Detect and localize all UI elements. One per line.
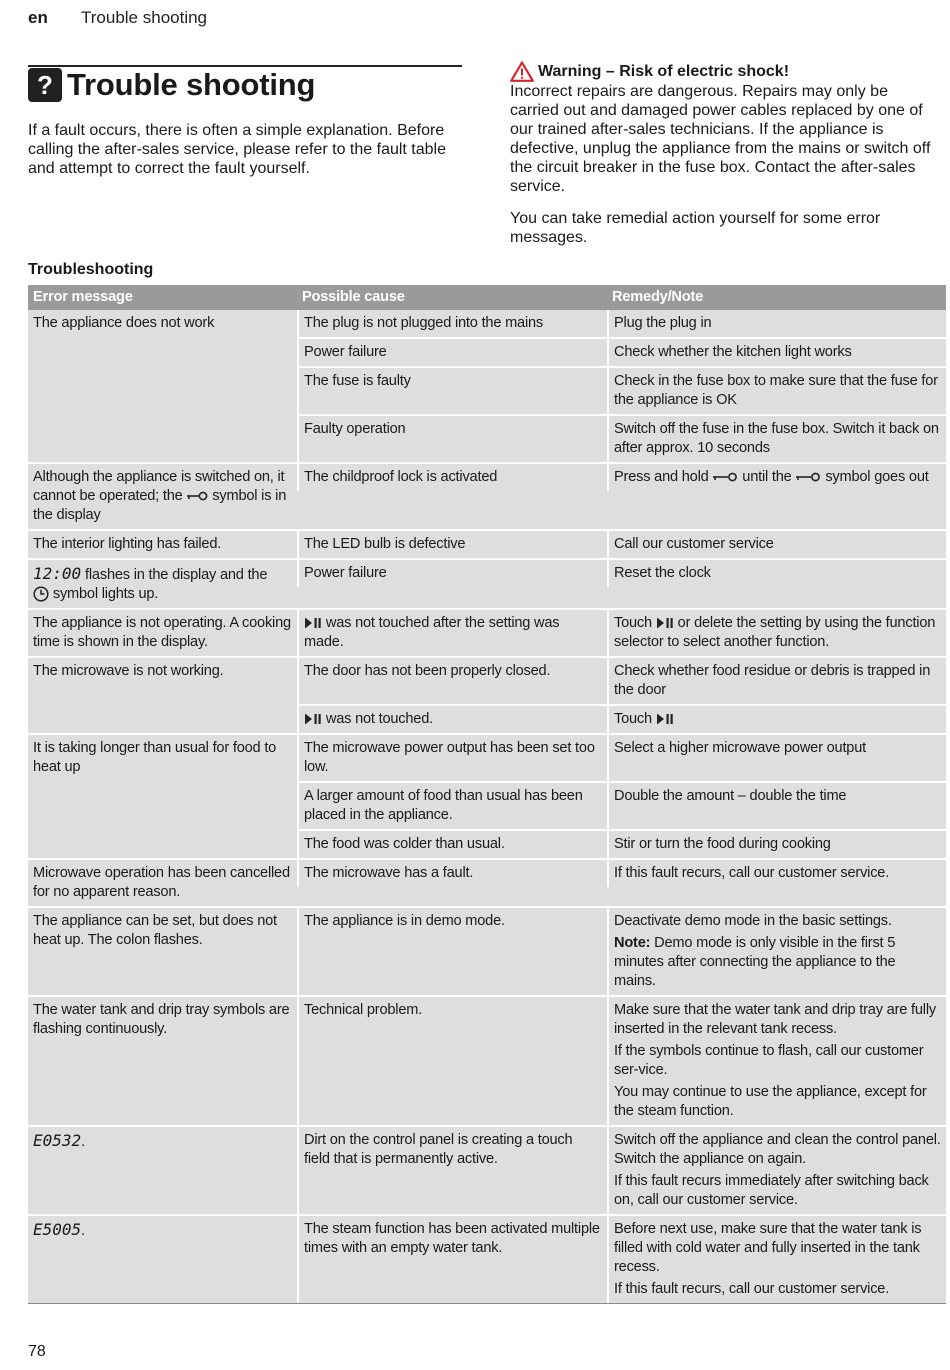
table-row xyxy=(28,560,946,610)
remedy-note xyxy=(614,934,941,991)
cause-row xyxy=(297,368,946,416)
header-remedy-note: Remedy/Note xyxy=(612,289,704,305)
possible-cause: Power failure xyxy=(297,339,607,366)
possible-cause: Power failure xyxy=(297,560,607,587)
possible-cause: A larger amount of food than usual has been placed in the appliance. xyxy=(297,783,607,829)
remedy-text: symbol goes out xyxy=(825,469,929,485)
header-possible-cause: Possible cause xyxy=(302,289,405,305)
remedy-text: Touch xyxy=(614,615,652,631)
possible-cause xyxy=(297,610,607,656)
error-message: It is taking longer than usual for food to heat up xyxy=(33,740,277,775)
key-icon xyxy=(795,472,821,482)
warning-title-text: Warning – Risk of electric shock! xyxy=(538,63,790,80)
remedy-text: Press and hold xyxy=(614,469,709,485)
possible-cause: Technical problem. xyxy=(297,997,607,1125)
error-message xyxy=(28,1216,297,1303)
table-row xyxy=(28,997,946,1127)
play-pause-icon xyxy=(304,617,322,629)
cause-row xyxy=(297,658,946,706)
remedy: Select a higher microwave power output xyxy=(607,735,946,781)
remedy: Check whether the kitchen light works xyxy=(607,339,946,366)
remedy: Plug the plug in xyxy=(607,310,946,337)
remedy: Check in the fuse box to make sure that the fuse for the appliance is OK xyxy=(607,368,946,414)
note-text: Demo mode is only visible in the first 5 minutes after connecting the appliance to the mains. xyxy=(614,935,896,989)
possible-cause: Dirt on the control panel is creating a touch field that is permanently active. xyxy=(297,1127,607,1214)
remedy: Reset the clock xyxy=(607,560,946,587)
error-text: symbol is in the display xyxy=(33,488,287,523)
remedy-text: You may continue to use the appliance, except for the steam function. xyxy=(614,1084,927,1119)
remedy xyxy=(607,997,946,1125)
possible-cause: The door has not been properly closed. xyxy=(297,658,607,704)
cause-row xyxy=(297,783,946,831)
remedy: Check whether food residue or debris is trapped in the door xyxy=(607,658,946,704)
cause-text: was not touched after the setting was made. xyxy=(304,615,560,650)
error-message: The appliance is not operating. A cooking time is shown in the display. xyxy=(33,615,291,650)
play-pause-icon xyxy=(304,713,322,725)
remedy-text: Before next use, make sure that the water tank is filled with cold water and fully inserted in the tank recess. xyxy=(614,1221,922,1275)
table-row xyxy=(28,658,946,735)
cause-row xyxy=(297,531,946,558)
remedy-text: If this fault recurs, call our customer service. xyxy=(614,1281,890,1297)
possible-cause: The LED bulb is defective xyxy=(297,531,607,558)
display-code: 12:00 xyxy=(33,564,82,583)
error-message: The water tank and drip tray symbols are flashing continuously. xyxy=(33,1002,290,1037)
remedy-text: Deactivate demo mode in the basic settings. xyxy=(614,913,892,929)
possible-cause: The appliance is in demo mode. xyxy=(297,908,607,995)
error-message: The appliance can be set, but does not heat up. The colon flashes. xyxy=(33,913,277,948)
cause-row xyxy=(297,997,946,1125)
remedy-text: until the xyxy=(742,469,792,485)
page-title-text: Trouble shooting xyxy=(67,67,316,102)
table-row xyxy=(28,531,946,560)
error-message xyxy=(28,1127,297,1214)
cause-row xyxy=(297,339,946,368)
warning-triangle-icon xyxy=(510,61,534,82)
cause-row xyxy=(297,1127,946,1214)
remedy-text: Touch xyxy=(614,711,652,727)
table-header xyxy=(28,285,946,310)
table-row xyxy=(28,464,946,531)
cause-row xyxy=(297,464,946,491)
possible-cause: The fuse is faulty xyxy=(297,368,607,414)
cause-row xyxy=(297,860,946,887)
header-title: Trouble shooting xyxy=(81,8,208,27)
cause-row xyxy=(297,706,946,733)
possible-cause: The childproof lock is activated xyxy=(297,464,607,491)
possible-cause: The microwave has a fault. xyxy=(297,860,607,887)
table-row xyxy=(28,860,946,908)
cause-row xyxy=(297,908,946,995)
warning-extra: You can take remedial action yourself for some error messages. xyxy=(510,210,881,246)
error-message: Microwave operation has been cancelled for no apparent reason. xyxy=(33,865,290,900)
cause-row xyxy=(297,310,946,339)
warning-title xyxy=(510,61,935,82)
cause-row xyxy=(297,560,946,587)
section-title: Troubleshooting xyxy=(28,261,154,278)
language-label: en xyxy=(28,8,48,27)
error-message: The microwave is not working. xyxy=(33,663,224,679)
remedy-text: Switch off the appliance and clean the control panel. Switch the appliance on again. xyxy=(614,1132,941,1167)
cause-row xyxy=(297,416,946,462)
remedy: Switch off the fuse in the fuse box. Switch it back on after approx. 10 seconds xyxy=(607,416,946,462)
remedy: If this fault recurs, call our customer service. xyxy=(607,860,946,887)
cause-row xyxy=(297,1216,946,1303)
table-row xyxy=(28,735,946,860)
remedy xyxy=(607,908,946,995)
error-suffix: . xyxy=(81,1134,86,1150)
remedy: Double the amount – double the time xyxy=(607,783,946,829)
possible-cause: The food was colder than usual. xyxy=(297,831,607,858)
warning-box xyxy=(510,61,935,247)
warning-body: Incorrect repairs are dangerous. Repairs may only be carried out and damaged power cables replaced by one of our trained after-sales technicians. If the appliance is defective, unplug the appliance from the mains or switch off the circuit breaker in the fuse box. Contact the after-sales service. xyxy=(510,83,931,195)
error-message: The interior lighting has failed. xyxy=(33,536,222,552)
possible-cause xyxy=(297,706,607,733)
table-row xyxy=(28,908,946,997)
table-row xyxy=(28,310,946,464)
page-header xyxy=(28,8,207,28)
remedy: Stir or turn the food during cooking xyxy=(607,831,946,858)
page-number: 78 xyxy=(28,1343,46,1360)
display-code: E5005 xyxy=(33,1220,82,1239)
header-error-message: Error message xyxy=(33,289,133,305)
table-row xyxy=(28,1127,946,1216)
play-pause-icon xyxy=(656,617,674,629)
cause-text: was not touched. xyxy=(325,711,433,727)
possible-cause: Faulty operation xyxy=(297,416,607,462)
table-row xyxy=(28,610,946,658)
error-suffix: . xyxy=(81,1223,86,1239)
note-label: Note: xyxy=(614,935,651,951)
cause-row xyxy=(297,610,946,656)
error-message: The appliance does not work xyxy=(33,315,215,331)
error-text: flashes in the display and the xyxy=(85,567,268,583)
cause-row xyxy=(297,735,946,783)
question-icon: ? xyxy=(28,68,62,102)
error-text: symbol lights up. xyxy=(52,586,159,602)
error-text: Although the appliance is switched on, it cannot be operated; the xyxy=(33,469,285,504)
remedy-text: If this fault recurs immediately after switching back on, call our customer service. xyxy=(614,1173,929,1208)
cause-row xyxy=(297,831,946,858)
error-message xyxy=(28,464,297,529)
remedy-text: Make sure that the water tank and drip tray are fully inserted in the relevant tank recess. xyxy=(614,1002,936,1037)
play-pause-icon xyxy=(656,713,674,725)
remedy xyxy=(607,1127,946,1214)
possible-cause: The plug is not plugged into the mains xyxy=(297,310,607,337)
error-message xyxy=(28,560,297,608)
troubleshooting-table xyxy=(28,285,946,1304)
remedy xyxy=(607,706,946,733)
remedy-text: or delete the setting by using the function selector to select another function. xyxy=(614,615,936,650)
remedy xyxy=(607,464,946,491)
key-icon xyxy=(712,472,738,482)
remedy-text: If the symbols continue to flash, call our customer ser-vice. xyxy=(614,1043,924,1078)
display-code: E0532 xyxy=(33,1131,82,1150)
table-row xyxy=(28,1216,946,1304)
clock-icon xyxy=(33,586,49,602)
page-title xyxy=(28,67,315,103)
possible-cause: The steam function has been activated multiple times with an empty water tank. xyxy=(297,1216,607,1303)
remedy xyxy=(607,610,946,656)
possible-cause: The microwave power output has been set too low. xyxy=(297,735,607,781)
remedy: Call our customer service xyxy=(607,531,946,558)
intro-paragraph: If a fault occurs, there is often a simple explanation. Before calling the after-sales service, please refer to the fault table and attempt to correct the fault yourself. xyxy=(28,122,446,177)
remedy xyxy=(607,1216,946,1303)
key-icon xyxy=(186,491,208,501)
